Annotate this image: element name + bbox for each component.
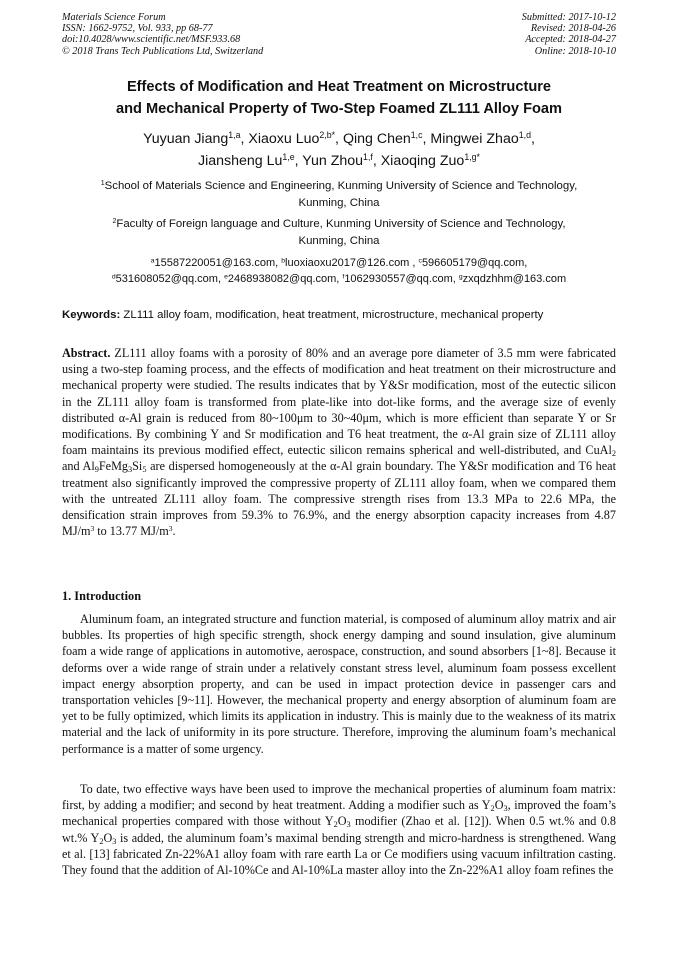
accepted-date: Accepted: 2018-04-27 — [525, 34, 616, 46]
affiliation-number: 2 — [112, 218, 117, 226]
author-affil: 2,b* — [319, 130, 336, 141]
author-affil: 1,c — [410, 130, 423, 141]
author-affil: 1,a — [228, 130, 241, 141]
journal-header-right — [522, 12, 616, 57]
affiliation-number: 1 — [100, 180, 105, 188]
author-affil: 1,e — [282, 152, 295, 163]
paragraph-subscript: 3 — [503, 804, 508, 814]
abstract-text: ZL111 alloy foams with a porosity of 80% and an average pore diameter of 3.5 mm were fabricated using a two-step foaming process, and the effects of modification and heat treatment on their microstructure and mechanical property were studied. The results indicates that by Y&Sr modification, most of the eutectic silicon in the ZL111 alloy foam is transformed from plate-like into dot-like forms, and the average size of evenly distributed α-Al grain is reduced from 80~100μm to 30~40μm, which is more efficient than separate Y or Sr modifications. By combining Y and Sr modification and T6 heat treatment, the α-Al grain size of ZL111 alloy foam maintains its previous modified effect, eutectic silicon remains spherical and well-distributed, and CuAl — [62, 346, 616, 458]
keywords — [62, 308, 622, 323]
paragraph-subscript: 2 — [333, 820, 338, 830]
email-address[interactable]: zxqdzhhm@163.com — [462, 273, 567, 285]
paragraph-text: , improved the foam’s mechanical properties compared with those without Y — [62, 798, 616, 829]
paragraph-text: O — [494, 798, 504, 813]
intro-paragraph-1: Aluminum foam, an integrated structure and function material, is composed of aluminum alloy matrix and air bubbles. Its properties of high specific strength, shock energy damping and sound insulation, give aluminum foam a wide range of applications in automotive, aerospace, construction, and sound absorbers [1~8]. Because it deforms over a wide range of strain under a relatively constant stress level, aluminum foam possess excellent impact energy absorption property, and can be used in impact protection device in passenger cars and transportation vehicles [9~11]. However, the mechanical property and energy absorption of aluminum foam are yet to be fully optimized, which limits its application in industry. This is mainly due to the weakness of its matrix material and the lack of uniformity in its pore structure. Therefore, improving the aluminum foam’s mechanical performance is a matter of some urgency. — [62, 612, 616, 756]
author-name: Yun Zhou — [302, 153, 364, 169]
section-heading-introduction: 1. Introduction — [62, 589, 142, 603]
paragraph-text: is added, the aluminum foam’s maximal bending strength and micro-hardness is strengthened. Wang et al. [13] fabricated Zn-22%A1 alloy foam with rare earth La or Ce modifiers using vacuum infiltration casting. They found that the addition of Al-10%Ce and Al-10%La master alloy into the Zn-22%A1 alloy foam refines the — [62, 830, 616, 878]
abstract-subscript: 2 — [611, 449, 616, 459]
author-affil: 1,f — [363, 152, 373, 163]
submitted-date: Submitted: 2017-10-12 — [521, 12, 616, 23]
issn: ISSN: 1662-9752, Vol. 933, pp 68-77 — [62, 23, 213, 35]
title-line-2: and Mechanical Property of Two-Step Foamed ZL111 Alloy Foam — [115, 101, 562, 117]
email-address[interactable]: 531608052@qq.com, — [115, 273, 225, 285]
email-marker: e — [224, 273, 228, 281]
affiliation-text: Faculty of Foreign language and Culture, Kunming University of Science and Technology, — [116, 218, 566, 230]
affiliation-city: Kunming, China — [298, 235, 380, 247]
email-address[interactable]: 596605179@qq.com, — [421, 257, 528, 269]
author-separator: , — [335, 131, 343, 147]
email-marker: g — [458, 273, 463, 281]
email-address[interactable]: 15587220051@163.com, — [154, 257, 282, 269]
online-date: Online: 2018-10-10 — [534, 45, 616, 57]
abstract-text: FeMg — [98, 459, 129, 474]
author-name: Jiansheng Lu — [198, 153, 283, 169]
abstract-superscript: 3 — [90, 524, 95, 534]
paper-title — [40, 76, 638, 120]
paragraph-subscript: 3 — [346, 820, 351, 830]
abstract-text: and Al — [62, 459, 95, 474]
author-emails — [40, 255, 638, 287]
journal-header-left — [62, 12, 263, 57]
paragraph-subscript: 3 — [112, 836, 117, 846]
abstract — [62, 345, 616, 539]
author-name: Yuyuan Jiang — [143, 131, 229, 147]
author-name: Mingwei Zhao — [430, 131, 519, 147]
author-affil: 1,d — [518, 130, 531, 141]
copyright: © 2018 Trans Tech Publications Ltd, Switzerland — [62, 45, 264, 57]
abstract-label: Abstract. — [62, 346, 111, 360]
abstract-text: . — [172, 524, 176, 539]
paragraph-text: To date, two effective ways have been used to improve the mechanical properties of aluminum foam matrix: first, by adding a modifier; and second by heat treatment. Adding a modifier such as Y — [62, 782, 616, 813]
doi: doi:10.4028/www.scientific.net/MSF.933.68 — [62, 34, 241, 46]
author-separator: , — [530, 131, 535, 147]
email-address[interactable]: luoxiaoxu2017@126.com , — [285, 257, 419, 269]
journal-name: Materials Science Forum — [62, 12, 166, 23]
email-marker: d — [111, 273, 116, 281]
author-name: Qing Chen — [342, 131, 411, 147]
emails-line-1 — [40, 255, 638, 271]
email-address[interactable]: 2468938082@qq.com, — [227, 273, 343, 285]
affiliation-2 — [40, 216, 638, 250]
abstract-text: to 13.77 MJ/m — [94, 524, 169, 539]
author-separator: , — [294, 153, 303, 169]
paragraph-subscript: 2 — [490, 804, 495, 814]
affiliation-city: Kunming, China — [298, 197, 380, 209]
abstract-subscript: 3 — [128, 465, 133, 475]
authors-line-2 — [40, 150, 638, 172]
keywords-text: ZL111 alloy foam, modification, heat treatment, microstructure, mechanical property — [120, 309, 544, 321]
revised-date: Revised: 2018-04-26 — [530, 23, 616, 35]
authors-line-1 — [40, 128, 638, 150]
abstract-text: Si — [132, 459, 143, 474]
email-marker: f — [342, 273, 345, 281]
paragraph-text: O — [103, 830, 113, 845]
author-separator: , — [372, 153, 381, 169]
emails-line-2 — [40, 271, 638, 287]
author-separator: , — [422, 131, 431, 147]
abstract-subscript: 9 — [94, 465, 99, 475]
abstract-superscript: 3 — [168, 524, 173, 534]
keywords-label: Keywords: — [62, 309, 121, 321]
author-name: Xiaoqing Zuo — [380, 153, 465, 169]
abstract-subscript: 5 — [142, 465, 147, 475]
affiliation-text: School of Materials Science and Engineering, Kunming University of Science and Technology, — [104, 180, 578, 192]
author-list — [40, 128, 638, 172]
abstract-text: are dispersed homogeneously at the α-Al grain boundary. The Y&Sr modification and T6 heat treatment also significantly improved the compressive property of ZL111 alloy foam, when we compared them with the untreated ZL111 alloy foam. The compressive strength rises from 13.3 MPa to 22.6 MPa, the densification strain improves from 59.3% to 76.9%, and the energy absorption capacity increases from 4.87 MJ/m — [62, 459, 616, 539]
title-line-1: Effects of Modification and Heat Treatment on Microstructure — [126, 79, 552, 95]
author-affil: 1,g* — [464, 152, 480, 163]
email-marker: b — [281, 257, 286, 265]
author-name: Xiaoxu Luo — [248, 131, 320, 147]
email-marker: a — [150, 257, 155, 265]
paragraph-subscript: 2 — [99, 836, 104, 846]
paragraph-text: O — [337, 814, 347, 829]
author-separator: , — [240, 131, 249, 147]
affiliation-1 — [40, 178, 638, 212]
intro-paragraph-2 — [62, 781, 616, 878]
email-address[interactable]: 1062930557@qq.com, — [344, 273, 459, 285]
email-marker: c — [418, 257, 422, 265]
paragraph-text: modifier (Zhao et al. [12]). When 0.5 wt.% and 0.8 wt.% Y — [62, 814, 616, 845]
